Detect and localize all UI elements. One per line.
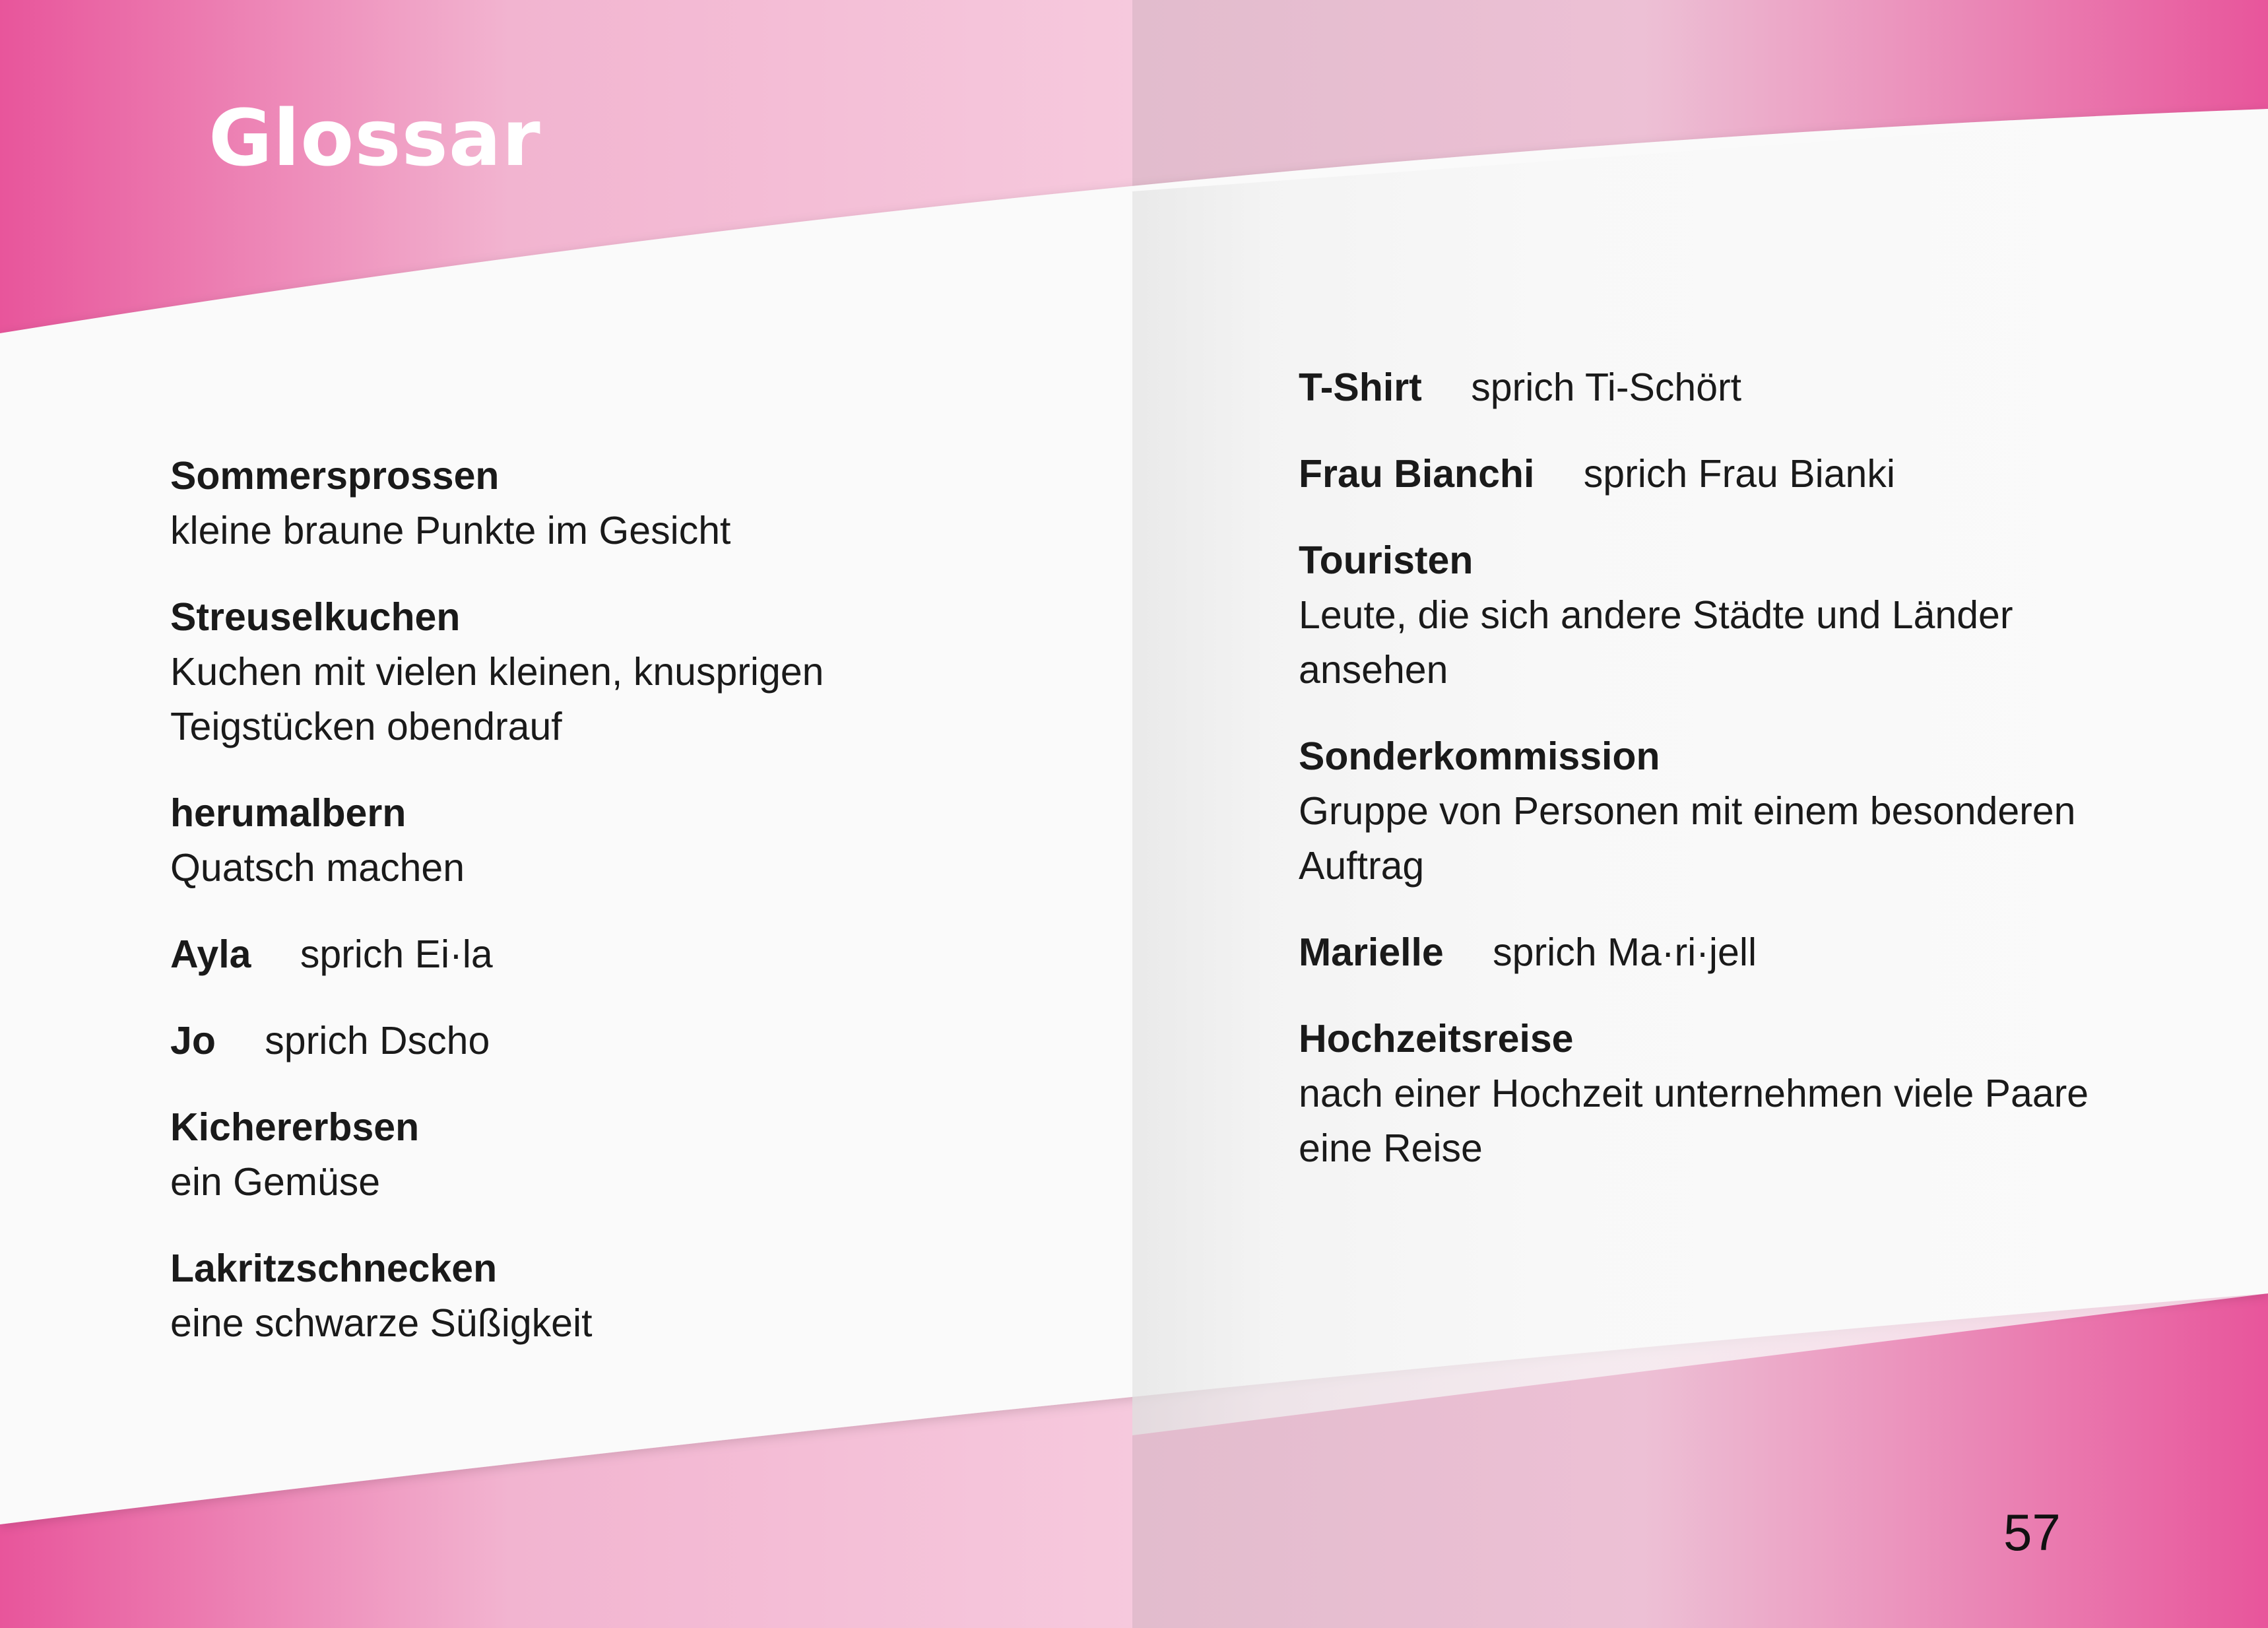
glossary-entry [170,927,1028,982]
glossary-entry [170,449,1028,558]
glossary-term: Lakritzschnecken [170,1247,498,1290]
glossary-term: Kichererbsen [170,1105,420,1149]
glossary-entry [170,590,1028,754]
glossary-term: Ayla [170,932,251,976]
glossary-definition: nach einer Hochzeit unternehmen viele Paare eine Reise [1299,1072,2089,1170]
glossary-term: Hochzeitsreise [1299,1017,1574,1060]
glossary-entry [1299,925,2156,980]
glossary-entry [1299,729,2156,894]
glossary-definition: sprich Frau Bianki [1583,452,1895,496]
glossary-term: Sonderkommission [1299,734,1660,778]
glossary-entry [170,1100,1028,1210]
glossary-term: Jo [170,1019,216,1062]
glossary-entry [1299,360,2156,415]
glossary-term: Sommersprossen [170,454,500,498]
glossary-definition: sprich Ei·la [300,932,493,976]
glossary-term: Touristen [1299,538,1474,582]
glossary-entry [170,1014,1028,1068]
glossary-definition: Quatsch machen [170,846,465,890]
glossary-entry [1299,447,2156,502]
page-number: 57 [2003,1503,2061,1561]
glossary-definition: ein Gemüse [170,1160,381,1204]
glossary-term: herumalbern [170,791,406,835]
glossary-definition: kleine braune Punkte im Gesicht [170,509,731,552]
glossary-term: Marielle [1299,930,1444,974]
glossary-term: Streuselkuchen [170,595,461,639]
glossary-term: Frau Bianchi [1299,452,1535,496]
glossary-entry [170,1241,1028,1351]
page-title: Glossar [209,92,541,183]
glossary-definition: Gruppe von Personen mit einem besonderen Auftrag [1299,789,2076,888]
glossary-term: T-Shirt [1299,366,1422,409]
glossary-entry [1299,533,2156,698]
glossary-definition: sprich Dscho [265,1019,490,1062]
glossary-column-right [1299,360,2156,1208]
glossary-definition: eine schwarze Süßigkeit [170,1301,593,1345]
glossary-entry [1299,1012,2156,1176]
glossary-definition: Kuchen mit vielen kleinen, knusprigen Teigstücken obendrauf [170,650,824,748]
glossary-definition: sprich Ti-Schört [1471,366,1742,409]
glossary-column-left [170,449,1028,1383]
glossary-definition: Leute, die sich andere Städte und Länder ansehen [1299,593,2013,692]
glossary-definition: sprich Ma·ri·jell [1493,930,1757,974]
glossary-entry [170,786,1028,895]
